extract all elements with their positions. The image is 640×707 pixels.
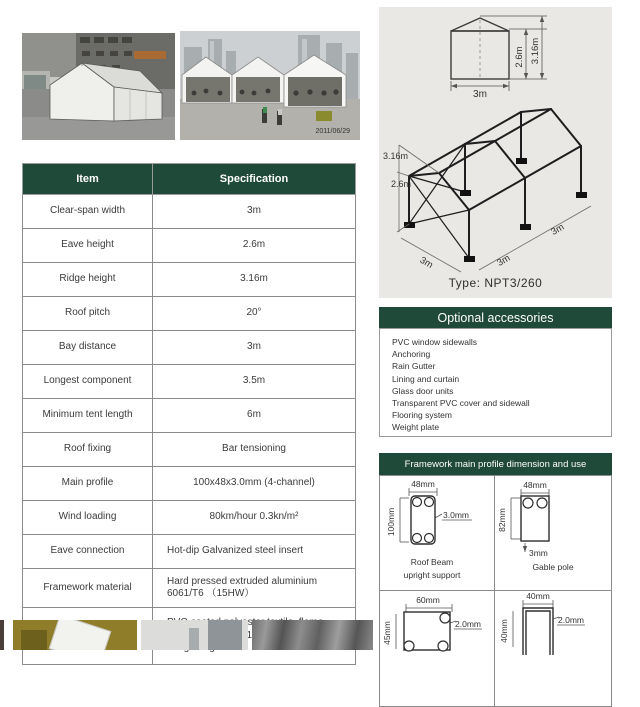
- col-header-item: Item: [23, 164, 153, 195]
- table-row: [23, 501, 356, 535]
- tent-photo-factory-art: [22, 33, 175, 140]
- optional-accessories-header: [379, 307, 612, 328]
- item-cell: Roof pitch: [23, 297, 153, 331]
- table-row: [23, 263, 356, 297]
- profile-purlin: [495, 591, 611, 706]
- spec-cell: 6m: [153, 399, 356, 433]
- iso-ridge-label: 3.16m: [383, 151, 409, 161]
- list-item: Weight plate: [392, 422, 440, 433]
- tent-photo-event: [180, 31, 360, 140]
- iso-bay1-label: 3m: [495, 252, 513, 269]
- table-row: [23, 195, 356, 229]
- thumbnail-aluminium-texture: [252, 620, 373, 650]
- spec-cell: Hot-dip Galvanized steel insert: [153, 535, 356, 569]
- optional-accessories-title: Optional accessories: [437, 310, 554, 325]
- col-header-specification: Specification: [153, 164, 356, 195]
- item-cell: Eave connection: [23, 535, 153, 569]
- list-item: Lining and curtain: [392, 373, 460, 384]
- spec-cell: Hard pressed extruded aluminium 6061/T6 （15HW）: [153, 569, 356, 608]
- tent-drawings: [379, 7, 612, 298]
- table-row: [23, 297, 356, 331]
- list-item: Flooring system: [392, 410, 452, 421]
- item-cell: Minimum tent length: [23, 399, 153, 433]
- item-cell: Eave height: [23, 229, 153, 263]
- profile-gable-pole: [495, 476, 611, 591]
- framework-profile-grid: [379, 475, 612, 707]
- thumbnail-tent-site: [141, 620, 248, 650]
- item-cell: Clear-span width: [23, 195, 153, 229]
- type-label: Type: NPT3/260: [448, 276, 543, 290]
- profile1-name-line2: upright support: [403, 570, 461, 580]
- table-row: [23, 229, 356, 263]
- iso-span-label: 3m: [417, 254, 435, 271]
- profile3-wall-dim: 2.0mm: [455, 619, 481, 629]
- list-item: Glass door units: [392, 385, 454, 396]
- tent-photo-factory: [22, 33, 175, 140]
- accessories-list: [380, 336, 611, 434]
- table-row: [23, 433, 356, 467]
- spec-cell: 2.6m: [153, 229, 356, 263]
- item-cell: Longest component: [23, 365, 153, 399]
- spec-cell: 3.16m: [153, 263, 356, 297]
- spec-cell: 20°: [153, 297, 356, 331]
- item-cell: Framework material: [23, 569, 153, 608]
- spec-cell: Bar tensioning: [153, 433, 356, 467]
- elevation-eave-label: 2.6m: [514, 46, 525, 68]
- table-row: [23, 467, 356, 501]
- profile1-wall-dim: 3.0mm: [443, 510, 469, 520]
- table-row: [23, 331, 356, 365]
- profile2-top-dim: 48mm: [523, 480, 547, 490]
- profile3-top-dim: 60mm: [416, 595, 440, 605]
- tower-shape: [189, 628, 199, 650]
- optional-accessories-box: [379, 328, 612, 437]
- profile1-name-line1: Roof Beam: [410, 557, 454, 567]
- tent-photo-event-art: [180, 31, 360, 140]
- spec-cell: 80km/hour 0.3kn/m²: [153, 501, 356, 535]
- table-header-row: [23, 164, 356, 195]
- drawing-panel: [379, 7, 612, 298]
- framework-section-title: Framework main profile dimension and use: [404, 458, 587, 470]
- profile2-bottom-dim: 3mm: [529, 548, 548, 558]
- photo-timestamp: 2011/06/29: [315, 128, 350, 135]
- framework-section-header: [379, 453, 612, 475]
- profile-roof-beam: [380, 476, 495, 591]
- building-shape: [208, 620, 242, 650]
- cut-thumbnail-edge: [0, 620, 4, 650]
- profile1-top-dim: 48mm: [411, 479, 435, 489]
- table-row: [23, 569, 356, 608]
- list-item: PVC window sidewalls: [392, 337, 478, 347]
- item-cell: Bay distance: [23, 331, 153, 365]
- table-row: [23, 399, 356, 433]
- profile3-side-dim: 45mm: [382, 621, 392, 645]
- item-cell: Wind loading: [23, 501, 153, 535]
- profile1-side-dim: 100mm: [386, 507, 396, 537]
- iso-eave-label: 2.6m: [391, 179, 412, 189]
- profile4-side-dim: 40mm: [499, 619, 509, 643]
- profile2-side-dim: 82mm: [497, 508, 507, 532]
- elevation-width-label: 3m: [473, 89, 487, 100]
- iso-bay2-label: 3m: [549, 221, 567, 238]
- tent-corner-shape: [49, 620, 111, 650]
- spec-cell: 3m: [153, 331, 356, 365]
- table-row: [23, 535, 356, 569]
- item-cell: Main profile: [23, 467, 153, 501]
- profile-eave-beam: [380, 591, 495, 706]
- profile4-wall-dim: 2.0mm: [558, 615, 584, 625]
- spec-cell: 100x48x3.0mm (4-channel): [153, 467, 356, 501]
- specification-table: [22, 163, 356, 665]
- elevation-ridge-label: 3.16m: [530, 37, 541, 65]
- spec-cell: 3.5m: [153, 365, 356, 399]
- list-item: Anchoring: [392, 349, 431, 360]
- frame-detail-shape: [21, 630, 47, 650]
- list-item: Transparent PVC cover and sidewall: [392, 398, 530, 409]
- table-row: [23, 365, 356, 399]
- profile4-top-dim: 40mm: [526, 591, 550, 601]
- item-cell: Roof fixing: [23, 433, 153, 467]
- list-item: Rain Gutter: [392, 361, 436, 372]
- iso-dimension-lines: [397, 145, 591, 272]
- profile2-name-line1: Gable pole: [532, 562, 574, 572]
- item-cell: Ridge height: [23, 263, 153, 297]
- spec-cell: 3m: [153, 195, 356, 229]
- thumbnail-tent-frame-corner: [13, 620, 137, 650]
